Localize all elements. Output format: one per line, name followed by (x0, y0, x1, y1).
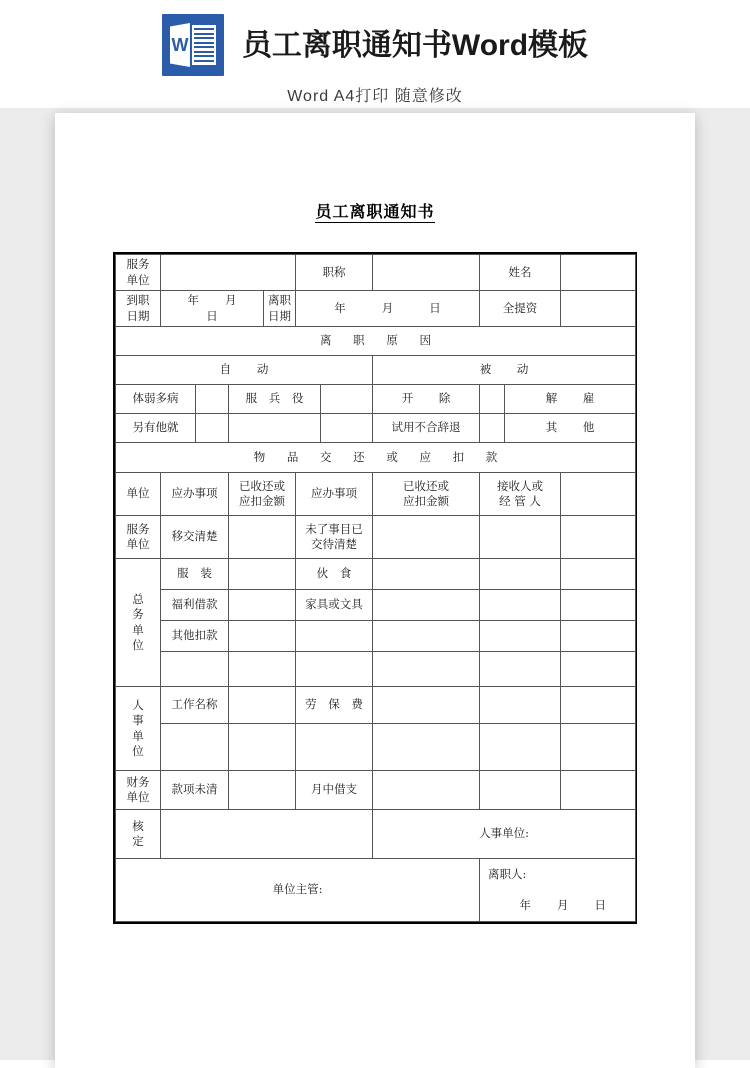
cell-hr-amount-blank-b[interactable] (373, 724, 480, 771)
document-title-text: 员工离职通知书 (315, 202, 435, 221)
cell-reason-auto-header: 自 动 (116, 356, 373, 385)
table-row-hr-2 (116, 724, 636, 771)
page-header-banner (0, 0, 750, 108)
cell-service-unit-label: 服务 单位 (116, 255, 161, 291)
banner-subtitle: Word A4打印 随意修改 (287, 88, 463, 105)
cell-general-item-clothing: 服 装 (161, 559, 229, 590)
banner-title: 员工离职通知书Word模板 (241, 28, 589, 62)
document-paper (55, 113, 695, 1068)
cell-finance-item-unpaid: 款项未清 (161, 771, 229, 810)
cell-general-receiver-3[interactable] (480, 621, 561, 652)
cell-reason-other-job: 另有他就 (116, 414, 196, 443)
table-row-reason-1 (116, 385, 636, 414)
cell-service-extra[interactable] (561, 516, 636, 559)
col-header-items-left: 应办事项 (161, 473, 229, 516)
table-row-hr-1 (116, 687, 636, 724)
cell-pending-explained: 未了事目已 交待清楚 (296, 516, 373, 559)
table-row-service-unit (116, 255, 636, 291)
table-row-goods-header (116, 443, 636, 473)
leave-notice-form (113, 252, 637, 924)
cell-hr-extra-2[interactable] (561, 724, 636, 771)
cell-supervisor-signature[interactable]: 单位主管: (116, 859, 480, 922)
cell-name-label: 姓名 (480, 255, 561, 291)
cell-approval-blank[interactable] (161, 810, 373, 859)
cell-general-item-blank-4[interactable] (161, 652, 229, 687)
leaver-date-year: 年 (519, 898, 532, 913)
table-row-reason-type (116, 356, 636, 385)
hire-date-day: 日 (206, 308, 218, 323)
table-row-general-3 (116, 621, 636, 652)
cell-approval-hr-unit: 人事单位: (373, 810, 636, 859)
checkbox-reason-dismissal[interactable] (480, 385, 505, 414)
cell-job-title-label: 职称 (296, 255, 373, 291)
leaver-date-month: 月 (557, 898, 569, 913)
leave-date-day: 日 (429, 300, 441, 315)
cell-general-amount-meals[interactable] (373, 559, 480, 590)
cell-hr-receiver-1[interactable] (480, 687, 561, 724)
cell-reason-passive-header: 被 动 (373, 356, 636, 385)
cell-general-amount-welfare-loan[interactable] (229, 590, 296, 621)
cell-reason-probation-fail: 试用不合辞退 (373, 414, 480, 443)
checkbox-reason-military[interactable] (321, 385, 373, 414)
cell-full-pay-value[interactable] (561, 291, 636, 327)
cell-finance-receiver[interactable] (480, 771, 561, 810)
cell-general-amount-furniture[interactable] (373, 590, 480, 621)
cell-general-item-furniture: 家具或文具 (296, 590, 373, 621)
cell-general-item-welfare-loan: 福利借款 (161, 590, 229, 621)
cell-hire-date-label: 到职 日期 (116, 291, 161, 327)
document-title (55, 199, 695, 222)
cell-general-item-other-deduction: 其他扣款 (161, 621, 229, 652)
cell-general-amount-blank-3[interactable] (373, 621, 480, 652)
cell-goods-header: 物 品 交 还 或 应 扣 款 (116, 443, 636, 473)
cell-general-extra-3[interactable] (561, 621, 636, 652)
cell-section-service-label: 服务 单位 (116, 516, 161, 559)
cell-service-receiver[interactable] (480, 516, 561, 559)
table-row-service-handover (116, 516, 636, 559)
checkbox-reason-probation-fail[interactable] (480, 414, 505, 443)
col-header-receiver: 接收人或 经 管 人 (480, 473, 561, 516)
leave-date-month: 月 (381, 300, 394, 315)
table-row-finance (116, 771, 636, 810)
table-row-goods-columns (116, 473, 636, 516)
cell-reason-auto-blank[interactable] (229, 414, 321, 443)
cell-leaver-signature[interactable] (480, 859, 636, 922)
cell-general-amount-blank-4b[interactable] (373, 652, 480, 687)
table-row-general-4 (116, 652, 636, 687)
col-header-items-right: 应办事项 (296, 473, 373, 516)
checkbox-reason-weak-health[interactable] (196, 385, 229, 414)
checkbox-reason-auto-blank[interactable] (321, 414, 373, 443)
hire-date-year: 年 (187, 293, 199, 308)
cell-section-finance-label: 财务 单位 (116, 771, 161, 810)
table-row-reason-header (116, 327, 636, 356)
leaver-label: 离职人: (488, 866, 527, 881)
cell-general-amount-clothing[interactable] (229, 559, 296, 590)
cell-reason-dismissal: 开 除 (373, 385, 480, 414)
cell-general-receiver-2[interactable] (480, 590, 561, 621)
cell-finance-amount-unpaid[interactable] (229, 771, 296, 810)
cell-general-receiver-4[interactable] (480, 652, 561, 687)
cell-approval-label: 核 定 (116, 810, 161, 859)
leave-date-year: 年 (334, 300, 346, 315)
cell-hire-date-value[interactable] (161, 291, 264, 327)
col-header-amount-left: 已收还或 应扣金额 (229, 473, 296, 516)
cell-hr-item-blank[interactable] (161, 724, 229, 771)
leave-notice-table (115, 254, 636, 922)
word-app-icon (162, 14, 224, 76)
cell-hr-item-blank-b[interactable] (296, 724, 373, 771)
col-header-unit: 单位 (116, 473, 161, 516)
cell-section-hr-label: 人 事 单 位 (116, 687, 161, 771)
cell-pending-explained-amount[interactable] (373, 516, 480, 559)
col-header-extra (561, 473, 636, 516)
col-header-amount-right: 已收还或 应扣金额 (373, 473, 480, 516)
cell-hr-item-labor-insurance: 劳 保 费 (296, 687, 373, 724)
cell-reason-header: 离 职 原 因 (116, 327, 636, 356)
table-row-general-2 (116, 590, 636, 621)
cell-general-extra-2[interactable] (561, 590, 636, 621)
cell-finance-extra[interactable] (561, 771, 636, 810)
cell-hr-receiver-2[interactable] (480, 724, 561, 771)
cell-general-amount-other-deduction[interactable] (229, 621, 296, 652)
cell-general-amount-blank-4[interactable] (229, 652, 296, 687)
cell-hr-amount-labor-insurance[interactable] (373, 687, 480, 724)
cell-handover-clear-amount[interactable] (229, 516, 296, 559)
cell-handover-clear: 移交清楚 (161, 516, 229, 559)
leaver-date-line (480, 898, 635, 914)
cell-hr-extra-1[interactable] (561, 687, 636, 724)
cell-reason-misc: 其 他 (505, 414, 636, 443)
cell-general-extra-1[interactable] (561, 559, 636, 590)
cell-section-general-label: 总 务 单 位 (116, 559, 161, 687)
cell-hr-amount-job-name[interactable] (229, 687, 296, 724)
table-row-dates (116, 291, 636, 327)
table-row-general-1 (116, 559, 636, 590)
cell-full-pay-label: 全提资 (480, 291, 561, 327)
cell-leave-date-value[interactable] (296, 291, 480, 327)
word-icon-letter: W (171, 34, 189, 55)
cell-hr-amount-blank[interactable] (229, 724, 296, 771)
cell-finance-item-advance: 月中借支 (296, 771, 373, 810)
cell-reason-layoff: 解 雇 (505, 385, 636, 414)
table-row-signatures (116, 859, 636, 922)
cell-hr-item-job-name: 工作名称 (161, 687, 229, 724)
checkbox-reason-other-job[interactable] (196, 414, 229, 443)
cell-general-item-meals: 伙 食 (296, 559, 373, 590)
word-icon-text-lines (192, 25, 216, 65)
cell-name-value[interactable] (561, 255, 636, 291)
cell-general-receiver-1[interactable] (480, 559, 561, 590)
leaver-date-day: 日 (594, 898, 607, 913)
cell-service-unit-value[interactable] (161, 255, 296, 291)
banner-title-row (162, 14, 588, 76)
table-row-reason-2 (116, 414, 636, 443)
cell-reason-military: 服 兵 役 (229, 385, 321, 414)
hire-date-month: 月 (225, 293, 237, 308)
cell-general-item-blank-3[interactable] (296, 621, 373, 652)
cell-general-item-blank-4b[interactable] (296, 652, 373, 687)
cell-job-title-value[interactable] (373, 255, 480, 291)
cell-reason-weak-health: 体弱多病 (116, 385, 196, 414)
cell-leave-date-label: 离职 日期 (264, 291, 296, 327)
cell-general-extra-4[interactable] (561, 652, 636, 687)
table-row-approval (116, 810, 636, 859)
cell-finance-amount-advance[interactable] (373, 771, 480, 810)
